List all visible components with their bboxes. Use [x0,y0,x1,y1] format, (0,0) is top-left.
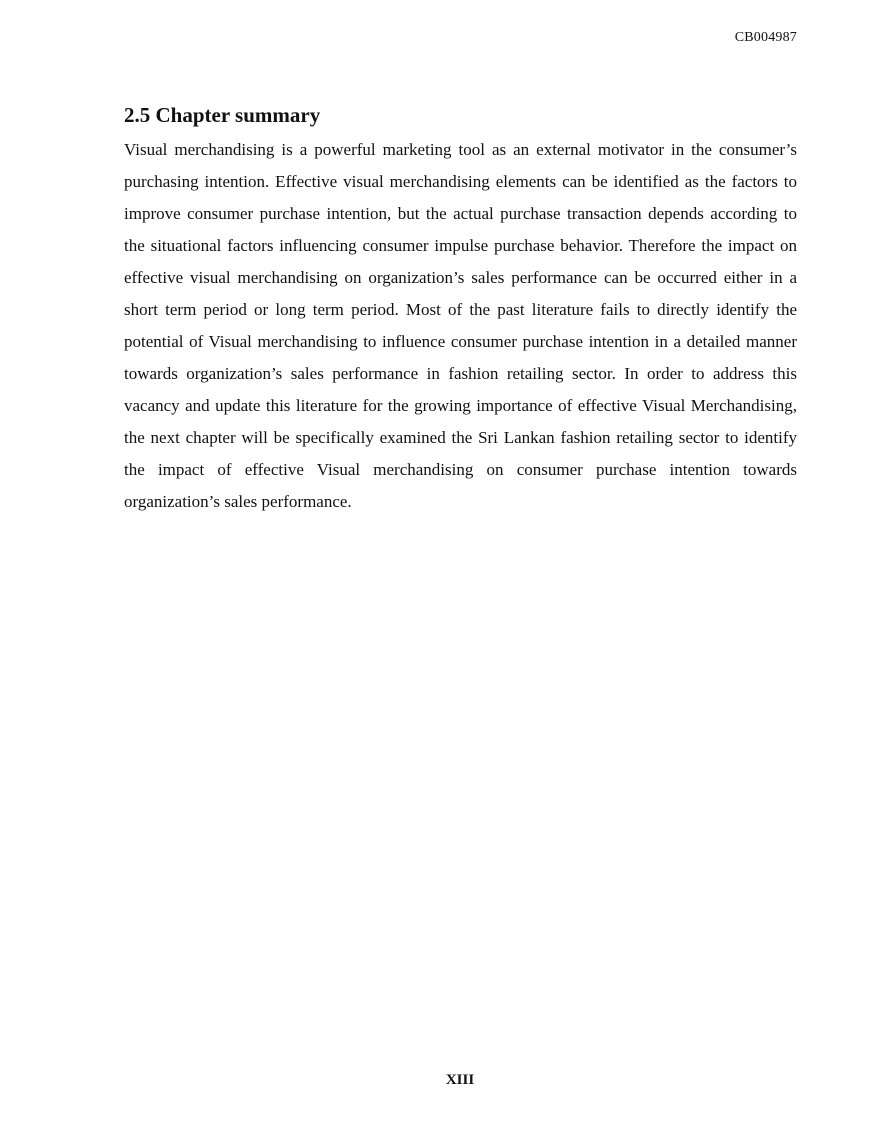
document-id: CB004987 [734,30,797,45]
page-number: XIII [445,1072,475,1088]
chapter-summary-paragraph: Visual merchandising is a powerful marketing tool as an external motivator in the consumer’s purchasing intention. Effective visual merchandising elements can be identified as the factors to improve consumer purchase intention, but the actual purchase transaction depends according to the situational factors influencing consumer impulse purchase behavior. Therefore the impact on effective visual merchandising on organization’s sales performance can be occurred either in a short term period or long term period. Most of the past literature fails to directly identify the potential of Visual merchandising to influence consumer purchase intention in a detailed manner towards organization’s sales performance in fashion retailing sector. In order to address this vacancy and update this literature for the growing importance of effective Visual Merchandising, the next chapter will be specifically examined the Sri Lankan fashion retailing sector to identify the impact of effective Visual merchandising on consumer purchase intention towards organization’s sales performance. [124,140,797,511]
section-heading: 2.5 Chapter summary [124,103,321,127]
